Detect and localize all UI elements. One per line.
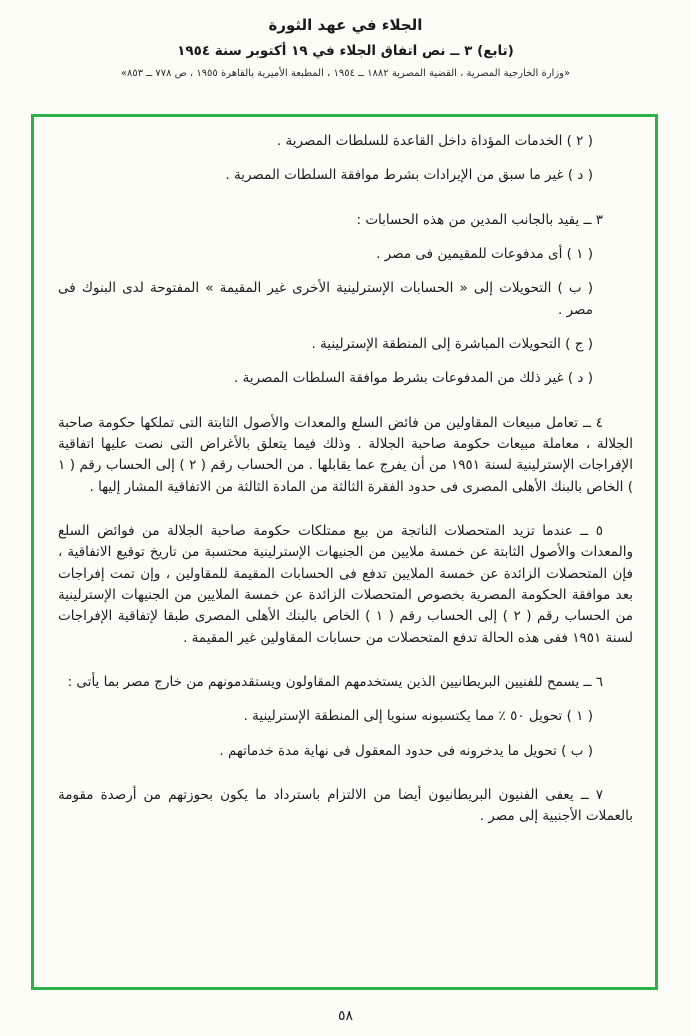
section-heading: (تابع) ٣ ــ نص اتفاق الجلاء في ١٩ أكتوبر سنة ١٩٥٤ (177, 43, 514, 59)
list-item: ( ب ) التحويلات إلى « الحسابات الإسترلينية الأخرى غير المقيمة » المفتوحة لدى البنوك فى مصر . (58, 280, 593, 318)
list-item: ( ١ ) تحويل ٥٠ ٪ مما يكتسبونه سنويا إلى المنطقة الإسترلينية . (243, 708, 593, 725)
page-header (0, 0, 691, 79)
list-item: ( ب ) تحويل ما يدخرونه فى حدود المعقول فى نهاية مدة خدماتهم . (219, 742, 593, 759)
list-item: ( د ) غير ما سبق من الإيرادات بشرط موافقة السلطات المصرية . (225, 167, 593, 184)
section-paragraph: ٤ ــ تعامل مبيعات المقاولين من فائض السلع والمعدات والأصول الثابتة التى تملكها حكومة صاحبة الجلالة ، معاملة مبيعات حكومة صاحبة الجلالة . وذلك فيما يتعلق بالأغراض التى نصت عليها اتفاقية الإفراجات الإسترلينية لسنة ١٩٥١ من أن يفرج عما يقابلها . من الحساب رقم ( ٢ ) إلى الحساب رقم ( ١ ) الخاص بالبنك الأهلى المصرى فى حدود الفقرة الثالثة من المادة الثالثة من الاتفاقية المشار إليها . (58, 414, 633, 495)
section-paragraph: ٣ ــ يقيد بالجانب المدين من هذه الحسابات : (356, 211, 603, 228)
source-citation: «وزارة الخارجية المصرية ، القضية المصرية ١٨٨٢ ــ ١٩٥٤ ، المطبعة الأميرية بالقاهرة ١٩٥٥ ، ص ٧٧٨ ــ ٨٥٣» (120, 68, 571, 79)
list-item: ( ج ) التحويلات المباشرة إلى المنطقة الإسترلينية . (311, 335, 593, 352)
list-item: ( ٢ ) الخدمات المؤداة داخل القاعدة للسلطات المصرية . (276, 133, 593, 149)
page-number: ٥٨ (337, 1008, 354, 1024)
book-title: الجلاء في عهد الثورة (268, 16, 423, 34)
list-item: ( ١ ) أى مدفوعات للمقيمين فى مصر . (376, 245, 593, 262)
section-paragraph: ٧ ــ يعفى الفنيون البريطانيون أيضا من الالتزام باسترداد ما يكون بحوزتهم من أرصدة مقومة بالعملات الأجنبية إلى مصر . (58, 786, 633, 825)
list-item: ( د ) غير ذلك من المدفوعات بشرط موافقة السلطات المصرية . (234, 370, 593, 387)
highlighted-text-box (31, 114, 658, 990)
section-paragraph: ٥ ــ عندما تزيد المتحصلات الناتجة من بيع ممتلكات حكومة صاحبة الجلالة من فوائض السلع والمعدات والأصول الثابتة عن خمسة ملايين من الجنيهات الإسترلينية محتسبة من تاريخ توقيع الاتفاقية ، فإن المتحصلات الزائدة عن خمسة الملايين تدفع فى الحسابات المقيمة للمقاولين ، وإن تمت إفراجات بعد موافقة الحكومة المصرية بخصوص المتحصلات الزائدة عن خمسة الملايين من الجنيهات الإسترلينية من الحساب رقم ( ٢ ) إلى الحساب رقم ( ١ ) الخاص بالبنك الأهلى المصرى طبقا لإتفاقية الإفراجات لسنة ١٩٥١ ففى هذه الحالة تدفع المتحصلات من حسابات المقاولين غير المقيمة . (58, 522, 634, 646)
section-paragraph: ٦ ــ يسمح للفنيين البريطانيين الذين يستخدمهم المقاولون ويستقدمونهم من خارج مصر بما يأتى : (67, 673, 603, 690)
